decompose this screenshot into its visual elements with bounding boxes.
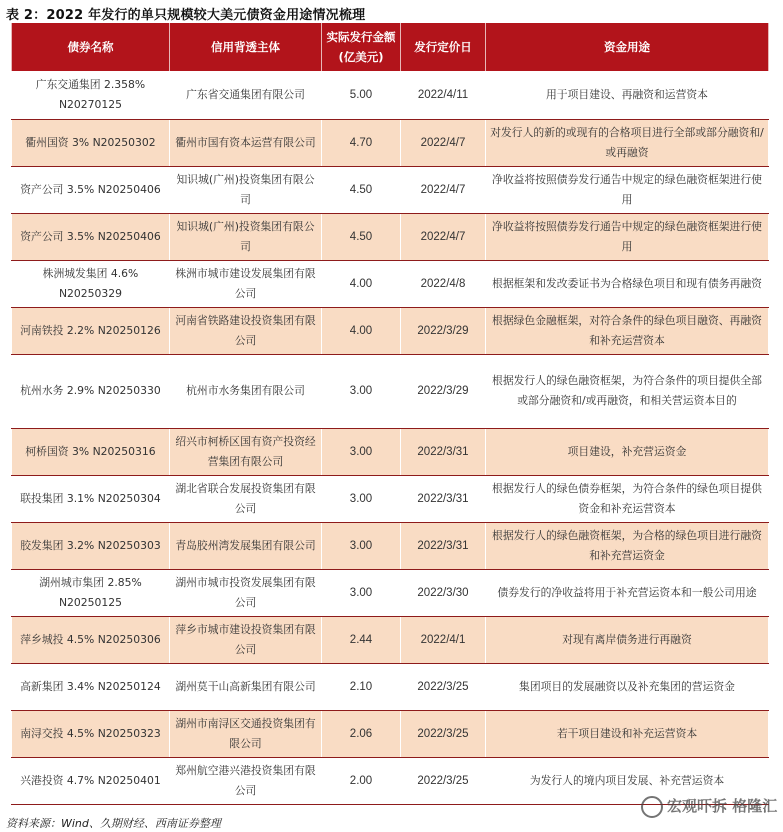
- cell-issuer: 株洲市城市建设发展集团有限公司: [170, 260, 322, 307]
- cell-issuer: 知识城(广州)投资集团有限公司: [170, 166, 322, 213]
- table-row: [12, 428, 769, 475]
- cell-use: 集团项目的发展融资以及补充集团的营运资金: [486, 663, 769, 710]
- cell-amount: 2.00: [322, 757, 401, 804]
- cell-use: 净收益将按照债券发行通告中规定的绿色融资框架进行使用: [486, 213, 769, 260]
- table-row: [12, 260, 769, 307]
- cell-amount: 3.00: [322, 354, 401, 428]
- wechat-logo-icon: [641, 796, 663, 818]
- header-date: 发行定价日: [401, 23, 486, 71]
- cell-issuer: 河南省铁路建设投资集团有限公司: [170, 307, 322, 354]
- cell-issuer: 湖北省联合发展投资集团有限公司: [170, 475, 322, 522]
- cell-bond-name: 杭州水务 2.9% N20250330: [12, 354, 170, 428]
- table-row: [12, 522, 769, 569]
- cell-issuer: 郑州航空港兴港投资集团有限公司: [170, 757, 322, 804]
- cell-use: 为发行人的境内项目发展、补充营运资本: [486, 757, 769, 804]
- cell-use: 净收益将按照债券发行通告中规定的绿色融资框架进行使用: [486, 166, 769, 213]
- cell-date: 2022/3/31: [401, 522, 486, 569]
- cell-amount: 4.50: [322, 166, 401, 213]
- table-row: [12, 710, 769, 757]
- cell-amount: 3.00: [322, 428, 401, 475]
- cell-bond-name: 联投集团 3.1% N20250304: [12, 475, 170, 522]
- cell-issuer: 湖州莫干山高新集团有限公司: [170, 663, 322, 710]
- header-amount: 实际发行金额 (亿美元): [322, 23, 401, 71]
- cell-amount: 4.00: [322, 260, 401, 307]
- cell-issuer: 绍兴市柯桥区国有资产投资经营集团有限公司: [170, 428, 322, 475]
- cell-date: 2022/4/7: [401, 166, 486, 213]
- cell-bond-name: 河南铁投 2.2% N20250126: [12, 307, 170, 354]
- table-row: [12, 166, 769, 213]
- cell-use: 债券发行的净收益将用于补充营运资本和一般公司用途: [486, 569, 769, 616]
- cell-date: 2022/3/31: [401, 475, 486, 522]
- cell-bond-name: 广东交通集团 2.358% N20270125: [12, 71, 170, 119]
- header-row: [12, 23, 769, 71]
- cell-use: 项目建设，补充营运资金: [486, 428, 769, 475]
- cell-issuer: 萍乡市城市建设投资集团有限公司: [170, 616, 322, 663]
- cell-date: 2022/3/29: [401, 354, 486, 428]
- cell-date: 2022/4/8: [401, 260, 486, 307]
- cell-date: 2022/3/30: [401, 569, 486, 616]
- cell-bond-name: 胶发集团 3.2% N20250303: [12, 522, 170, 569]
- watermark: [641, 795, 777, 818]
- cell-bond-name: 资产公司 3.5% N20250406: [12, 213, 170, 260]
- cell-use: 根据发行人的绿色债券框架，为符合条件的绿色项目提供资金和补充运营资本: [486, 475, 769, 522]
- cell-amount: 2.10: [322, 663, 401, 710]
- source-note: 资料来源：Wind、久期财经、西南证券整理: [6, 817, 221, 830]
- cell-bond-name: 兴港投资 4.7% N20250401: [12, 757, 170, 804]
- cell-bond-name: 资产公司 3.5% N20250406: [12, 166, 170, 213]
- table-row: [12, 307, 769, 354]
- cell-amount: 4.00: [322, 307, 401, 354]
- cell-date: 2022/3/25: [401, 663, 486, 710]
- cell-use: 对现有离岸债务进行再融资: [486, 616, 769, 663]
- header-use: 资金用途: [486, 23, 769, 71]
- table-row: [12, 354, 769, 428]
- cell-date: 2022/3/25: [401, 757, 486, 804]
- table-row: [12, 475, 769, 522]
- cell-bond-name: 南浔交投 4.5% N20250323: [12, 710, 170, 757]
- cell-issuer: 杭州市水务集团有限公司: [170, 354, 322, 428]
- cell-use: 对发行人的新的或现有的合格项目进行全部或部分融资和/或再融资: [486, 119, 769, 166]
- cell-issuer: 广东省交通集团有限公司: [170, 71, 322, 119]
- cell-bond-name: 衢州国资 3% N20250302: [12, 119, 170, 166]
- cell-amount: 2.44: [322, 616, 401, 663]
- cell-date: 2022/3/29: [401, 307, 486, 354]
- cell-amount: 4.50: [322, 213, 401, 260]
- cell-amount: 3.00: [322, 569, 401, 616]
- cell-amount: 3.00: [322, 522, 401, 569]
- cell-use: 根据发行人的绿色融资框架，为合格的绿色项目进行融资和补充营运资金: [486, 522, 769, 569]
- cell-bond-name: 湖州城市集团 2.85% N20250125: [12, 569, 170, 616]
- table-row: [12, 569, 769, 616]
- cell-use: 用于项目建设、再融资和运营资本: [486, 71, 769, 119]
- cell-issuer: 青岛胶州湾发展集团有限公司: [170, 522, 322, 569]
- table-row: [12, 663, 769, 710]
- table-title: 表 2：2022 年发行的单只规模较大美元债资金用途情况梳理: [6, 8, 366, 23]
- cell-issuer: 衢州市国有资本运营有限公司: [170, 119, 322, 166]
- cell-bond-name: 株洲城发集团 4.6% N20250329: [12, 260, 170, 307]
- header-bond-name: 债券名称: [12, 23, 170, 71]
- cell-date: 2022/3/25: [401, 710, 486, 757]
- table-row: [12, 119, 769, 166]
- cell-use: 若干项目建设和补充运营资本: [486, 710, 769, 757]
- cell-date: 2022/4/11: [401, 71, 486, 119]
- table-row: [12, 616, 769, 663]
- cell-amount: 5.00: [322, 71, 401, 119]
- cell-use: 根据发行人的绿色融资框架，为符合条件的项目提供全部或部分融资和/或再融资，和相关营运资本目的: [486, 354, 769, 428]
- cell-issuer: 知识城(广州)投资集团有限公司: [170, 213, 322, 260]
- cell-use: 根据框架和发改委证书为合格绿色项目和现有债务再融资: [486, 260, 769, 307]
- cell-issuer: 湖州市南浔区交通投资集团有限公司: [170, 710, 322, 757]
- cell-date: 2022/4/1: [401, 616, 486, 663]
- bond-table: [11, 23, 769, 805]
- cell-use: 根据绿色金融框架，对符合条件的绿色项目融资、再融资和补充运营资本: [486, 307, 769, 354]
- cell-issuer: 湖州市城市投资发展集团有限公司: [170, 569, 322, 616]
- cell-date: 2022/4/7: [401, 213, 486, 260]
- table-row: [12, 213, 769, 260]
- cell-date: 2022/4/7: [401, 119, 486, 166]
- cell-bond-name: 萍乡城投 4.5% N20250306: [12, 616, 170, 663]
- table-row: [12, 71, 769, 119]
- cell-amount: 2.06: [322, 710, 401, 757]
- watermark-text: 宏观吓拆 格隆汇: [667, 797, 778, 815]
- cell-bond-name: 柯桥国资 3% N20250316: [12, 428, 170, 475]
- header-issuer: 信用背透主体: [170, 23, 322, 71]
- cell-bond-name: 高新集团 3.4% N20250124: [12, 663, 170, 710]
- cell-date: 2022/3/31: [401, 428, 486, 475]
- cell-amount: 4.70: [322, 119, 401, 166]
- cell-amount: 3.00: [322, 475, 401, 522]
